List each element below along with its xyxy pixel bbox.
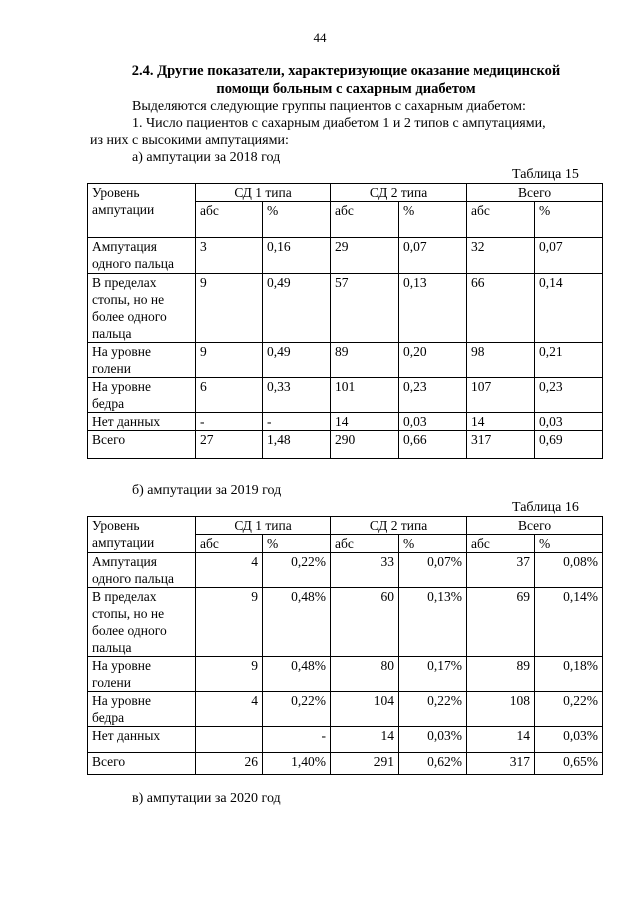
subheader-pct: % bbox=[263, 202, 331, 238]
cell-line: Нет данных bbox=[92, 414, 161, 429]
table-cell: 4 bbox=[196, 553, 263, 588]
row-label bbox=[88, 588, 196, 657]
subheader-abs: абс bbox=[196, 535, 263, 553]
cell-line: ампутации bbox=[92, 535, 155, 550]
cell-line: Ампутация bbox=[92, 239, 157, 254]
table-cell: 9 bbox=[196, 657, 263, 692]
table-cell: 14 bbox=[331, 413, 399, 431]
table-15-caption: Таблица 15 bbox=[512, 167, 579, 182]
table-cell bbox=[196, 727, 263, 753]
row-label bbox=[88, 727, 196, 753]
table-cell: 0,48% bbox=[263, 588, 331, 657]
cell-line: более одного bbox=[92, 309, 167, 324]
table-cell: 1,40% bbox=[263, 753, 331, 775]
table-cell: 0,03% bbox=[399, 727, 467, 753]
column-group-header: Всего bbox=[467, 517, 603, 535]
row-label bbox=[88, 692, 196, 727]
cell-line: Нет данных bbox=[92, 728, 161, 743]
cell-line: пальца bbox=[92, 640, 132, 655]
item-1-text-cont: из них с высокими ампутациями: bbox=[90, 133, 289, 148]
table-cell: 0,07 bbox=[535, 238, 603, 274]
row-label bbox=[88, 553, 196, 588]
subheader-abs: абс bbox=[331, 535, 399, 553]
cell-line: бедра bbox=[92, 710, 125, 725]
table-cell: 108 bbox=[467, 692, 535, 727]
table-row bbox=[88, 238, 603, 274]
subheader-pct: % bbox=[399, 202, 467, 238]
table-cell: - bbox=[263, 413, 331, 431]
table-cell: 290 bbox=[331, 431, 399, 459]
row-label bbox=[88, 413, 196, 431]
table-cell: 9 bbox=[196, 343, 263, 378]
cell-line: Ампутация bbox=[92, 554, 157, 569]
table-row bbox=[88, 692, 603, 727]
table-cell: 104 bbox=[331, 692, 399, 727]
cell-line: Уровень bbox=[92, 518, 140, 533]
subheader-pct: % bbox=[263, 535, 331, 553]
cell-line: более одного bbox=[92, 623, 167, 638]
cell-line: пальца bbox=[92, 326, 132, 341]
table-cell: 26 bbox=[196, 753, 263, 775]
table-cell: 89 bbox=[331, 343, 399, 378]
table-cell: 98 bbox=[467, 343, 535, 378]
table-cell: 0,03 bbox=[399, 413, 467, 431]
row-label bbox=[88, 431, 196, 459]
table-cell: 4 bbox=[196, 692, 263, 727]
table-row bbox=[88, 753, 603, 775]
table-cell: 0,22% bbox=[263, 553, 331, 588]
table-cell: 0,33 bbox=[263, 378, 331, 413]
column-group-header: Всего bbox=[467, 184, 603, 202]
table-cell: 0,14% bbox=[535, 588, 603, 657]
cell-line: одного пальца bbox=[92, 571, 174, 586]
table-cell: 14 bbox=[467, 727, 535, 753]
subheader-abs: абс bbox=[467, 535, 535, 553]
table-cell: 37 bbox=[467, 553, 535, 588]
column-group-header: СД 1 типа bbox=[196, 517, 331, 535]
cell-line: Всего bbox=[92, 754, 126, 769]
table-cell: 0,14 bbox=[535, 274, 603, 343]
column-group-header: СД 1 типа bbox=[196, 184, 331, 202]
cell-line: В пределах bbox=[92, 589, 157, 604]
table-cell: 291 bbox=[331, 753, 399, 775]
table-row bbox=[88, 588, 603, 657]
table-cell: 14 bbox=[331, 727, 399, 753]
table-row bbox=[88, 378, 603, 413]
subheader-abs: абс bbox=[467, 202, 535, 238]
subheader-abs: абс bbox=[196, 202, 263, 238]
header-row bbox=[88, 184, 603, 202]
subsection-c: в) ампутации за 2020 год bbox=[132, 791, 281, 806]
table-cell: 0,07% bbox=[399, 553, 467, 588]
table-cell: 0,23 bbox=[535, 378, 603, 413]
table-cell: 69 bbox=[467, 588, 535, 657]
section-heading bbox=[90, 62, 602, 98]
table-cell: 0,22% bbox=[263, 692, 331, 727]
table-row bbox=[88, 413, 603, 431]
heading-line: 2.4. Другие показатели, характеризующие оказание медицинской bbox=[131, 63, 561, 79]
cell-line: стопы, но не bbox=[92, 606, 165, 621]
table-cell: 0,49 bbox=[263, 343, 331, 378]
table-16 bbox=[87, 516, 603, 775]
table-row bbox=[88, 727, 603, 753]
column-group-header: СД 2 типа bbox=[331, 517, 467, 535]
table-cell: 0,16 bbox=[263, 238, 331, 274]
table-cell: 0,49 bbox=[263, 274, 331, 343]
table-cell: 9 bbox=[196, 274, 263, 343]
column-header-level bbox=[88, 517, 196, 553]
row-label bbox=[88, 343, 196, 378]
table-cell: 0,07 bbox=[399, 238, 467, 274]
subsection-b: б) ампутации за 2019 год bbox=[132, 483, 282, 498]
cell-line: стопы, но не bbox=[92, 292, 165, 307]
table-cell: 0,65% bbox=[535, 753, 603, 775]
table-cell: 317 bbox=[467, 431, 535, 459]
table-cell: 0,08% bbox=[535, 553, 603, 588]
table-row bbox=[88, 343, 603, 378]
table-cell: 107 bbox=[467, 378, 535, 413]
table-16-caption: Таблица 16 bbox=[512, 500, 579, 515]
table-cell: 0,18% bbox=[535, 657, 603, 692]
table-cell: 317 bbox=[467, 753, 535, 775]
cell-line: ампутации bbox=[92, 202, 155, 217]
subsection-a: а) ампутации за 2018 год bbox=[132, 150, 281, 165]
table-cell: 0,23 bbox=[399, 378, 467, 413]
table-cell: 0,48% bbox=[263, 657, 331, 692]
table-15 bbox=[87, 183, 603, 459]
column-header-level bbox=[88, 184, 196, 238]
cell-line: На уровне bbox=[92, 344, 151, 359]
table-cell: 0,03 bbox=[535, 413, 603, 431]
table-row bbox=[88, 553, 603, 588]
cell-line: На уровне bbox=[92, 379, 151, 394]
table-row bbox=[88, 431, 603, 459]
table-cell: 89 bbox=[467, 657, 535, 692]
table-cell: 27 bbox=[196, 431, 263, 459]
table-cell: 80 bbox=[331, 657, 399, 692]
row-label bbox=[88, 753, 196, 775]
cell-line: Всего bbox=[92, 432, 126, 447]
table-cell: 0,69 bbox=[535, 431, 603, 459]
table-cell: 1,48 bbox=[263, 431, 331, 459]
cell-line: бедра bbox=[92, 396, 125, 411]
subheader-abs: абс bbox=[331, 202, 399, 238]
column-group-header: СД 2 типа bbox=[331, 184, 467, 202]
table-cell: 57 bbox=[331, 274, 399, 343]
table-cell: 66 bbox=[467, 274, 535, 343]
page-number: 44 bbox=[313, 30, 327, 45]
cell-line: голени bbox=[92, 361, 131, 376]
table-cell: 0,13 bbox=[399, 274, 467, 343]
table-cell: 0,21 bbox=[535, 343, 603, 378]
row-label bbox=[88, 238, 196, 274]
cell-line: В пределах bbox=[92, 275, 157, 290]
table-cell: 0,13% bbox=[399, 588, 467, 657]
row-label bbox=[88, 657, 196, 692]
table-cell: 60 bbox=[331, 588, 399, 657]
table-cell: 33 bbox=[331, 553, 399, 588]
heading-line: помощи больным с сахарным диабетом bbox=[216, 81, 476, 97]
table-cell: 0,22% bbox=[399, 692, 467, 727]
item-1-text: 1. Число пациентов с сахарным диабетом 1 и 2 типов с ампутациями, bbox=[132, 116, 546, 131]
table-cell: - bbox=[263, 727, 331, 753]
row-label bbox=[88, 274, 196, 343]
table-cell: 0,03% bbox=[535, 727, 603, 753]
row-label bbox=[88, 378, 196, 413]
table-cell: 9 bbox=[196, 588, 263, 657]
table-cell: 29 bbox=[331, 238, 399, 274]
table-cell: - bbox=[196, 413, 263, 431]
table-cell: 6 bbox=[196, 378, 263, 413]
table-cell: 101 bbox=[331, 378, 399, 413]
table-cell: 32 bbox=[467, 238, 535, 274]
table-cell: 0,22% bbox=[535, 692, 603, 727]
header-row bbox=[88, 517, 603, 535]
cell-line: На уровне bbox=[92, 693, 151, 708]
table-cell: 0,66 bbox=[399, 431, 467, 459]
cell-line: На уровне bbox=[92, 658, 151, 673]
table-cell: 0,62% bbox=[399, 753, 467, 775]
cell-line: Уровень bbox=[92, 185, 140, 200]
subheader-pct: % bbox=[535, 535, 603, 553]
table-cell: 0,17% bbox=[399, 657, 467, 692]
table-row bbox=[88, 657, 603, 692]
subheader-pct: % bbox=[399, 535, 467, 553]
cell-line: одного пальца bbox=[92, 256, 174, 271]
subheader-pct: % bbox=[535, 202, 603, 238]
cell-line: голени bbox=[92, 675, 131, 690]
intro-text: Выделяются следующие группы пациентов с сахарным диабетом: bbox=[132, 99, 526, 114]
table-cell: 3 bbox=[196, 238, 263, 274]
table-cell: 14 bbox=[467, 413, 535, 431]
table-cell: 0,20 bbox=[399, 343, 467, 378]
table-row bbox=[88, 274, 603, 343]
